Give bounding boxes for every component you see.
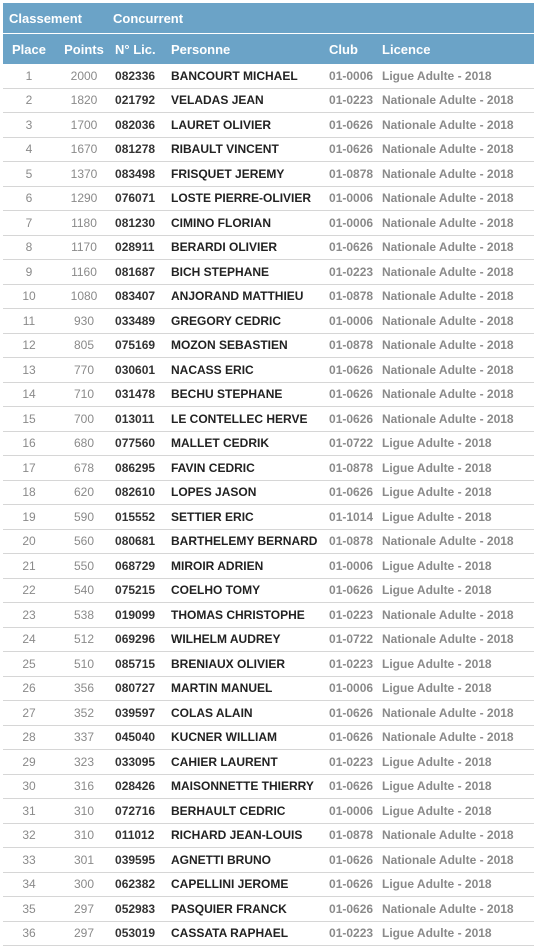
club-code-cell: 01-0878 <box>327 823 380 848</box>
place-cell: 27 <box>3 701 55 726</box>
licence-number-cell: 045040 <box>113 725 169 750</box>
club-code-cell: 01-0722 <box>327 431 380 456</box>
club-code-cell: 01-0626 <box>327 774 380 799</box>
place-cell: 19 <box>3 505 55 530</box>
licence-number-cell: 021792 <box>113 88 169 113</box>
person-name-cell[interactable]: RIBAULT VINCENT <box>169 137 327 162</box>
person-name-cell[interactable]: CASSATA RAPHAEL <box>169 921 327 946</box>
table-row[interactable] <box>3 186 534 211</box>
place-cell: 9 <box>3 260 55 285</box>
points-cell: 1290 <box>55 186 113 211</box>
points-cell: 510 <box>55 652 113 677</box>
place-cell: 11 <box>3 309 55 334</box>
club-code-cell: 01-0626 <box>327 872 380 897</box>
table-row[interactable] <box>3 799 534 824</box>
licence-type-cell: Ligue Adulte - 2018 <box>380 505 534 530</box>
points-cell: 805 <box>55 333 113 358</box>
club-code-cell: 01-0626 <box>327 382 380 407</box>
club-code-cell: 01-0006 <box>327 554 380 579</box>
person-name-cell[interactable]: LOPES JASON <box>169 480 327 505</box>
person-name-cell[interactable]: ANJORAND MATTHIEU <box>169 284 327 309</box>
licence-number-cell: 075215 <box>113 578 169 603</box>
table-row[interactable] <box>3 872 534 897</box>
place-cell: 17 <box>3 456 55 481</box>
licence-type-cell: Ligue Adulte - 2018 <box>380 652 534 677</box>
club-code-cell: 01-0626 <box>327 578 380 603</box>
points-cell: 1700 <box>55 113 113 138</box>
table-row[interactable] <box>3 162 534 187</box>
licence-number-cell: 081230 <box>113 211 169 236</box>
table-row[interactable] <box>3 333 534 358</box>
ranking-table-container <box>3 3 534 946</box>
licence-number-cell: 039595 <box>113 848 169 873</box>
points-cell: 356 <box>55 676 113 701</box>
licence-number-cell: 085715 <box>113 652 169 677</box>
place-cell: 32 <box>3 823 55 848</box>
club-code-cell: 01-0626 <box>327 137 380 162</box>
place-cell: 15 <box>3 407 55 432</box>
header-columns-row <box>3 34 534 65</box>
place-cell: 10 <box>3 284 55 309</box>
person-name-cell[interactable]: BRENIAUX OLIVIER <box>169 652 327 677</box>
licence-number-cell: 013011 <box>113 407 169 432</box>
table-row[interactable] <box>3 211 534 236</box>
licence-number-cell: 031478 <box>113 382 169 407</box>
club-code-cell: 01-0223 <box>327 750 380 775</box>
licence-number-cell: 069296 <box>113 627 169 652</box>
licence-number-cell: 039597 <box>113 701 169 726</box>
table-row[interactable] <box>3 652 534 677</box>
licence-number-cell: 053019 <box>113 921 169 946</box>
points-cell: 297 <box>55 921 113 946</box>
licence-type-cell: Ligue Adulte - 2018 <box>380 774 534 799</box>
person-name-cell[interactable]: KUCNER WILLIAM <box>169 725 327 750</box>
col-header-place[interactable]: Place <box>3 34 55 65</box>
licence-type-cell: Ligue Adulte - 2018 <box>380 921 534 946</box>
table-row[interactable] <box>3 309 534 334</box>
points-cell: 590 <box>55 505 113 530</box>
table-row[interactable] <box>3 897 534 922</box>
table-row[interactable] <box>3 382 534 407</box>
licence-type-cell: Nationale Adulte - 2018 <box>380 529 534 554</box>
licence-type-cell: Ligue Adulte - 2018 <box>380 554 534 579</box>
place-cell: 7 <box>3 211 55 236</box>
table-row[interactable] <box>3 921 534 946</box>
licence-type-cell: Ligue Adulte - 2018 <box>380 676 534 701</box>
person-name-cell[interactable]: VELADAS JEAN <box>169 88 327 113</box>
licence-type-cell: Ligue Adulte - 2018 <box>380 872 534 897</box>
points-cell: 310 <box>55 823 113 848</box>
person-name-cell[interactable]: BANCOURT MICHAEL <box>169 64 327 88</box>
licence-number-cell: 028911 <box>113 235 169 260</box>
licence-type-cell: Nationale Adulte - 2018 <box>380 260 534 285</box>
points-cell: 560 <box>55 529 113 554</box>
licence-number-cell: 080727 <box>113 676 169 701</box>
club-code-cell: 01-0006 <box>327 211 380 236</box>
place-cell: 13 <box>3 358 55 383</box>
table-row[interactable] <box>3 676 534 701</box>
person-name-cell[interactable]: SETTIER ERIC <box>169 505 327 530</box>
table-row[interactable] <box>3 235 534 260</box>
place-cell: 5 <box>3 162 55 187</box>
points-cell: 323 <box>55 750 113 775</box>
club-code-cell: 01-0626 <box>327 407 380 432</box>
person-name-cell[interactable]: BARTHELEMY BERNARD <box>169 529 327 554</box>
licence-number-cell: 080681 <box>113 529 169 554</box>
person-name-cell[interactable]: MIROIR ADRIEN <box>169 554 327 579</box>
licence-type-cell: Nationale Adulte - 2018 <box>380 407 534 432</box>
club-code-cell: 01-0006 <box>327 799 380 824</box>
table-row[interactable] <box>3 260 534 285</box>
licence-number-cell: 086295 <box>113 456 169 481</box>
col-header-licence[interactable]: Licence <box>380 34 534 65</box>
points-cell: 1670 <box>55 137 113 162</box>
licence-type-cell: Nationale Adulte - 2018 <box>380 309 534 334</box>
licence-number-cell: 030601 <box>113 358 169 383</box>
person-name-cell[interactable]: MAISONNETTE THIERRY <box>169 774 327 799</box>
points-cell: 310 <box>55 799 113 824</box>
club-code-cell: 01-0223 <box>327 652 380 677</box>
licence-type-cell: Nationale Adulte - 2018 <box>380 186 534 211</box>
licence-type-cell: Ligue Adulte - 2018 <box>380 431 534 456</box>
table-row[interactable] <box>3 505 534 530</box>
table-row[interactable] <box>3 627 534 652</box>
place-cell: 1 <box>3 64 55 88</box>
points-cell: 540 <box>55 578 113 603</box>
points-cell: 337 <box>55 725 113 750</box>
club-code-cell: 01-0626 <box>327 480 380 505</box>
club-code-cell: 01-0626 <box>327 725 380 750</box>
person-name-cell[interactable]: BERARDI OLIVIER <box>169 235 327 260</box>
place-cell: 14 <box>3 382 55 407</box>
place-cell: 28 <box>3 725 55 750</box>
table-row[interactable] <box>3 578 534 603</box>
licence-type-cell: Nationale Adulte - 2018 <box>380 897 534 922</box>
licence-number-cell: 081687 <box>113 260 169 285</box>
licence-type-cell: Nationale Adulte - 2018 <box>380 284 534 309</box>
points-cell: 678 <box>55 456 113 481</box>
place-cell: 22 <box>3 578 55 603</box>
person-name-cell[interactable]: CAPELLINI JEROME <box>169 872 327 897</box>
person-name-cell[interactable]: NACASS ERIC <box>169 358 327 383</box>
points-cell: 297 <box>55 897 113 922</box>
person-name-cell[interactable]: CIMINO FLORIAN <box>169 211 327 236</box>
licence-number-cell: 028426 <box>113 774 169 799</box>
table-row[interactable] <box>3 113 534 138</box>
licence-number-cell: 081278 <box>113 137 169 162</box>
licence-number-cell: 082610 <box>113 480 169 505</box>
place-cell: 12 <box>3 333 55 358</box>
table-row[interactable] <box>3 750 534 775</box>
licence-type-cell: Nationale Adulte - 2018 <box>380 823 534 848</box>
licence-number-cell: 083498 <box>113 162 169 187</box>
points-cell: 1160 <box>55 260 113 285</box>
licence-type-cell: Nationale Adulte - 2018 <box>380 113 534 138</box>
points-cell: 512 <box>55 627 113 652</box>
licence-number-cell: 076071 <box>113 186 169 211</box>
person-name-cell[interactable]: BICH STEPHANE <box>169 260 327 285</box>
header-group-classement: Classement <box>3 3 113 34</box>
licence-type-cell: Nationale Adulte - 2018 <box>380 137 534 162</box>
points-cell: 301 <box>55 848 113 873</box>
place-cell: 35 <box>3 897 55 922</box>
licence-number-cell: 072716 <box>113 799 169 824</box>
licence-type-cell: Ligue Adulte - 2018 <box>380 799 534 824</box>
club-code-cell: 01-0878 <box>327 284 380 309</box>
place-cell: 8 <box>3 235 55 260</box>
table-row[interactable] <box>3 64 534 88</box>
licence-type-cell: Nationale Adulte - 2018 <box>380 358 534 383</box>
club-code-cell: 01-0626 <box>327 701 380 726</box>
person-name-cell[interactable]: RICHARD JEAN-LOUIS <box>169 823 327 848</box>
club-code-cell: 01-0006 <box>327 186 380 211</box>
person-name-cell[interactable]: AGNETTI BRUNO <box>169 848 327 873</box>
table-row[interactable] <box>3 848 534 873</box>
person-name-cell[interactable]: GREGORY CEDRIC <box>169 309 327 334</box>
table-row[interactable] <box>3 407 534 432</box>
table-row[interactable] <box>3 284 534 309</box>
place-cell: 23 <box>3 603 55 628</box>
place-cell: 34 <box>3 872 55 897</box>
club-code-cell: 01-0223 <box>327 921 380 946</box>
place-cell: 30 <box>3 774 55 799</box>
points-cell: 680 <box>55 431 113 456</box>
table-row[interactable] <box>3 480 534 505</box>
points-cell: 930 <box>55 309 113 334</box>
club-code-cell: 01-0006 <box>327 309 380 334</box>
table-row[interactable] <box>3 431 534 456</box>
points-cell: 620 <box>55 480 113 505</box>
header-group-concurrent: Concurrent <box>113 3 534 34</box>
table-row[interactable] <box>3 88 534 113</box>
licence-number-cell: 075169 <box>113 333 169 358</box>
place-cell: 31 <box>3 799 55 824</box>
club-code-cell: 01-0878 <box>327 333 380 358</box>
place-cell: 16 <box>3 431 55 456</box>
club-code-cell: 01-1014 <box>327 505 380 530</box>
licence-type-cell: Nationale Adulte - 2018 <box>380 382 534 407</box>
points-cell: 770 <box>55 358 113 383</box>
person-name-cell[interactable]: BECHU STEPHANE <box>169 382 327 407</box>
points-cell: 300 <box>55 872 113 897</box>
place-cell: 20 <box>3 529 55 554</box>
place-cell: 18 <box>3 480 55 505</box>
table-row[interactable] <box>3 358 534 383</box>
club-code-cell: 01-0626 <box>327 358 380 383</box>
person-name-cell[interactable]: FAVIN CEDRIC <box>169 456 327 481</box>
licence-type-cell: Nationale Adulte - 2018 <box>380 627 534 652</box>
place-cell: 29 <box>3 750 55 775</box>
licence-number-cell: 062382 <box>113 872 169 897</box>
licence-number-cell: 033095 <box>113 750 169 775</box>
person-name-cell[interactable]: LAURET OLIVIER <box>169 113 327 138</box>
place-cell: 3 <box>3 113 55 138</box>
licence-type-cell: Nationale Adulte - 2018 <box>380 88 534 113</box>
table-row[interactable] <box>3 554 534 579</box>
club-code-cell: 01-0006 <box>327 64 380 88</box>
points-cell: 538 <box>55 603 113 628</box>
ranking-table-body <box>3 64 534 946</box>
person-name-cell[interactable]: CAHIER LAURENT <box>169 750 327 775</box>
place-cell: 33 <box>3 848 55 873</box>
licence-type-cell: Nationale Adulte - 2018 <box>380 235 534 260</box>
points-cell: 2000 <box>55 64 113 88</box>
col-header-licence-number[interactable]: N° Lic. <box>113 34 169 65</box>
licence-number-cell: 083407 <box>113 284 169 309</box>
licence-type-cell: Nationale Adulte - 2018 <box>380 333 534 358</box>
person-name-cell[interactable]: LE CONTELLEC HERVE <box>169 407 327 432</box>
club-code-cell: 01-0626 <box>327 848 380 873</box>
person-name-cell[interactable]: BERHAULT CEDRIC <box>169 799 327 824</box>
points-cell: 316 <box>55 774 113 799</box>
points-cell: 710 <box>55 382 113 407</box>
points-cell: 352 <box>55 701 113 726</box>
person-name-cell[interactable]: MARTIN MANUEL <box>169 676 327 701</box>
table-row[interactable] <box>3 701 534 726</box>
licence-number-cell: 068729 <box>113 554 169 579</box>
place-cell: 24 <box>3 627 55 652</box>
licence-type-cell: Nationale Adulte - 2018 <box>380 725 534 750</box>
place-cell: 26 <box>3 676 55 701</box>
club-code-cell: 01-0223 <box>327 603 380 628</box>
header-group-row <box>3 3 534 34</box>
person-name-cell[interactable]: COLAS ALAIN <box>169 701 327 726</box>
points-cell: 1370 <box>55 162 113 187</box>
table-row[interactable] <box>3 603 534 628</box>
points-cell: 1080 <box>55 284 113 309</box>
points-cell: 1170 <box>55 235 113 260</box>
points-cell: 700 <box>55 407 113 432</box>
club-code-cell: 01-0626 <box>327 235 380 260</box>
points-cell: 1180 <box>55 211 113 236</box>
place-cell: 2 <box>3 88 55 113</box>
table-row[interactable] <box>3 456 534 481</box>
licence-number-cell: 019099 <box>113 603 169 628</box>
person-name-cell[interactable]: PASQUIER FRANCK <box>169 897 327 922</box>
licence-type-cell: Nationale Adulte - 2018 <box>380 211 534 236</box>
person-name-cell[interactable]: MALLET CEDRIK <box>169 431 327 456</box>
licence-type-cell: Nationale Adulte - 2018 <box>380 848 534 873</box>
licence-number-cell: 082036 <box>113 113 169 138</box>
licence-number-cell: 082336 <box>113 64 169 88</box>
points-cell: 550 <box>55 554 113 579</box>
licence-number-cell: 052983 <box>113 897 169 922</box>
place-cell: 6 <box>3 186 55 211</box>
club-code-cell: 01-0223 <box>327 88 380 113</box>
person-name-cell[interactable]: LOSTE PIERRE-OLIVIER <box>169 186 327 211</box>
place-cell: 21 <box>3 554 55 579</box>
table-row[interactable] <box>3 137 534 162</box>
points-cell: 1820 <box>55 88 113 113</box>
club-code-cell: 01-0722 <box>327 627 380 652</box>
col-header-club[interactable]: Club <box>327 34 380 65</box>
licence-type-cell: Nationale Adulte - 2018 <box>380 701 534 726</box>
table-row[interactable] <box>3 774 534 799</box>
club-code-cell: 01-0223 <box>327 260 380 285</box>
licence-type-cell: Ligue Adulte - 2018 <box>380 456 534 481</box>
person-name-cell[interactable]: MOZON SEBASTIEN <box>169 333 327 358</box>
table-row[interactable] <box>3 823 534 848</box>
licence-type-cell: Nationale Adulte - 2018 <box>380 162 534 187</box>
licence-type-cell: Ligue Adulte - 2018 <box>380 64 534 88</box>
club-code-cell: 01-0626 <box>327 897 380 922</box>
place-cell: 36 <box>3 921 55 946</box>
table-row[interactable] <box>3 529 534 554</box>
licence-number-cell: 015552 <box>113 505 169 530</box>
place-cell: 25 <box>3 652 55 677</box>
club-code-cell: 01-0626 <box>327 113 380 138</box>
licence-number-cell: 077560 <box>113 431 169 456</box>
table-row[interactable] <box>3 725 534 750</box>
person-name-cell[interactable]: COELHO TOMY <box>169 578 327 603</box>
col-header-personne[interactable]: Personne <box>169 34 327 65</box>
club-code-cell: 01-0878 <box>327 456 380 481</box>
ranking-table <box>3 3 534 946</box>
licence-number-cell: 033489 <box>113 309 169 334</box>
person-name-cell[interactable]: THOMAS CHRISTOPHE <box>169 603 327 628</box>
licence-type-cell: Ligue Adulte - 2018 <box>380 578 534 603</box>
person-name-cell[interactable]: WILHELM AUDREY <box>169 627 327 652</box>
licence-type-cell: Nationale Adulte - 2018 <box>380 603 534 628</box>
club-code-cell: 01-0878 <box>327 529 380 554</box>
person-name-cell[interactable]: FRISQUET JEREMY <box>169 162 327 187</box>
club-code-cell: 01-0006 <box>327 676 380 701</box>
club-code-cell: 01-0878 <box>327 162 380 187</box>
licence-number-cell: 011012 <box>113 823 169 848</box>
col-header-points[interactable]: Points <box>55 34 113 65</box>
licence-type-cell: Ligue Adulte - 2018 <box>380 750 534 775</box>
licence-type-cell: Ligue Adulte - 2018 <box>380 480 534 505</box>
place-cell: 4 <box>3 137 55 162</box>
